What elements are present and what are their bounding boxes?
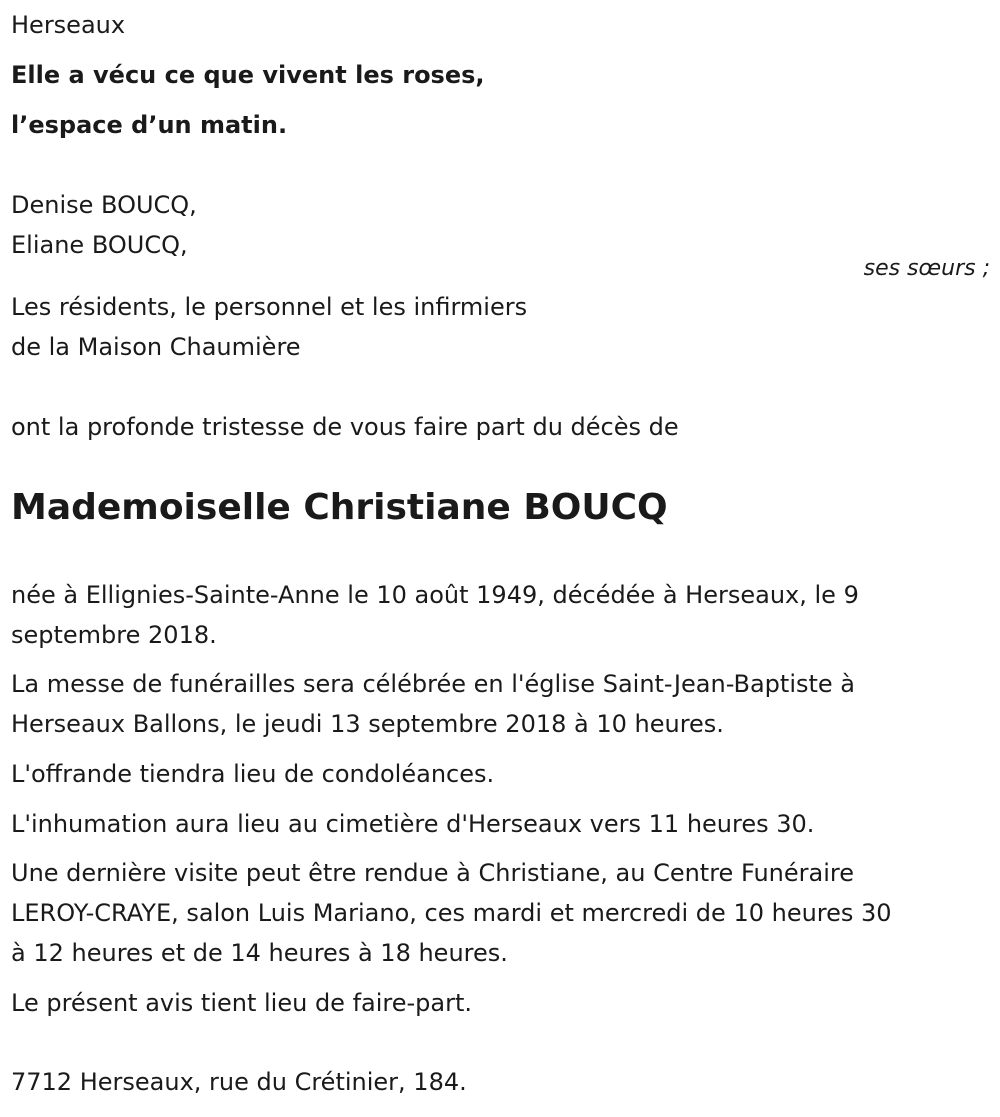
visit-line-1: Une dernière visite peut être rendue à Christiane, au Centre Funéraire [11, 859, 854, 887]
sister-name-2: Eliane BOUCQ, [11, 231, 188, 259]
relation-label: ses sœurs ; [863, 256, 990, 281]
address-text: 7712 Herseaux, rue du Crétinier, 184. [11, 1068, 467, 1096]
sister-name-1: Denise BOUCQ, [11, 191, 197, 219]
burial-text: L'inhumation aura lieu au cimetière d'Herseaux vers 11 heures 30. [11, 810, 815, 838]
others-line-1: Les résidents, le personnel et les infirmiers [11, 293, 528, 321]
visit-line-3: à 12 heures et de 14 heures à 18 heures. [11, 939, 508, 967]
deceased-name: Mademoiselle Christiane BOUCQ [11, 487, 668, 528]
others-line-2: de la Maison Chaumière [11, 333, 301, 361]
notice-text: Le présent avis tient lieu de faire-part. [11, 989, 473, 1017]
birth-line-2: septembre 2018. [11, 621, 217, 649]
quote-line-1: Elle a vécu ce que vivent les roses, [11, 61, 485, 89]
offering-text: L'offrande tiendra lieu de condoléances. [11, 760, 495, 788]
quote-line-2: l’espace d’un matin. [11, 111, 288, 139]
visit-line-2: LEROY-CRAYE, salon Luis Mariano, ces mardi et mercredi de 10 heures 30 [11, 899, 892, 927]
place-heading: Herseaux [11, 11, 126, 39]
mass-line-2: Herseaux Ballons, le jeudi 13 septembre 2018 à 10 heures. [11, 710, 724, 738]
announcement-intro: ont la profonde tristesse de vous faire part du décès de [11, 413, 679, 441]
birth-line-1: née à Ellignies-Sainte-Anne le 10 août 1949, décédée à Herseaux, le 9 [11, 581, 859, 609]
mass-line-1: La messe de funérailles sera célébrée en l'église Saint-Jean-Baptiste à [11, 670, 855, 698]
